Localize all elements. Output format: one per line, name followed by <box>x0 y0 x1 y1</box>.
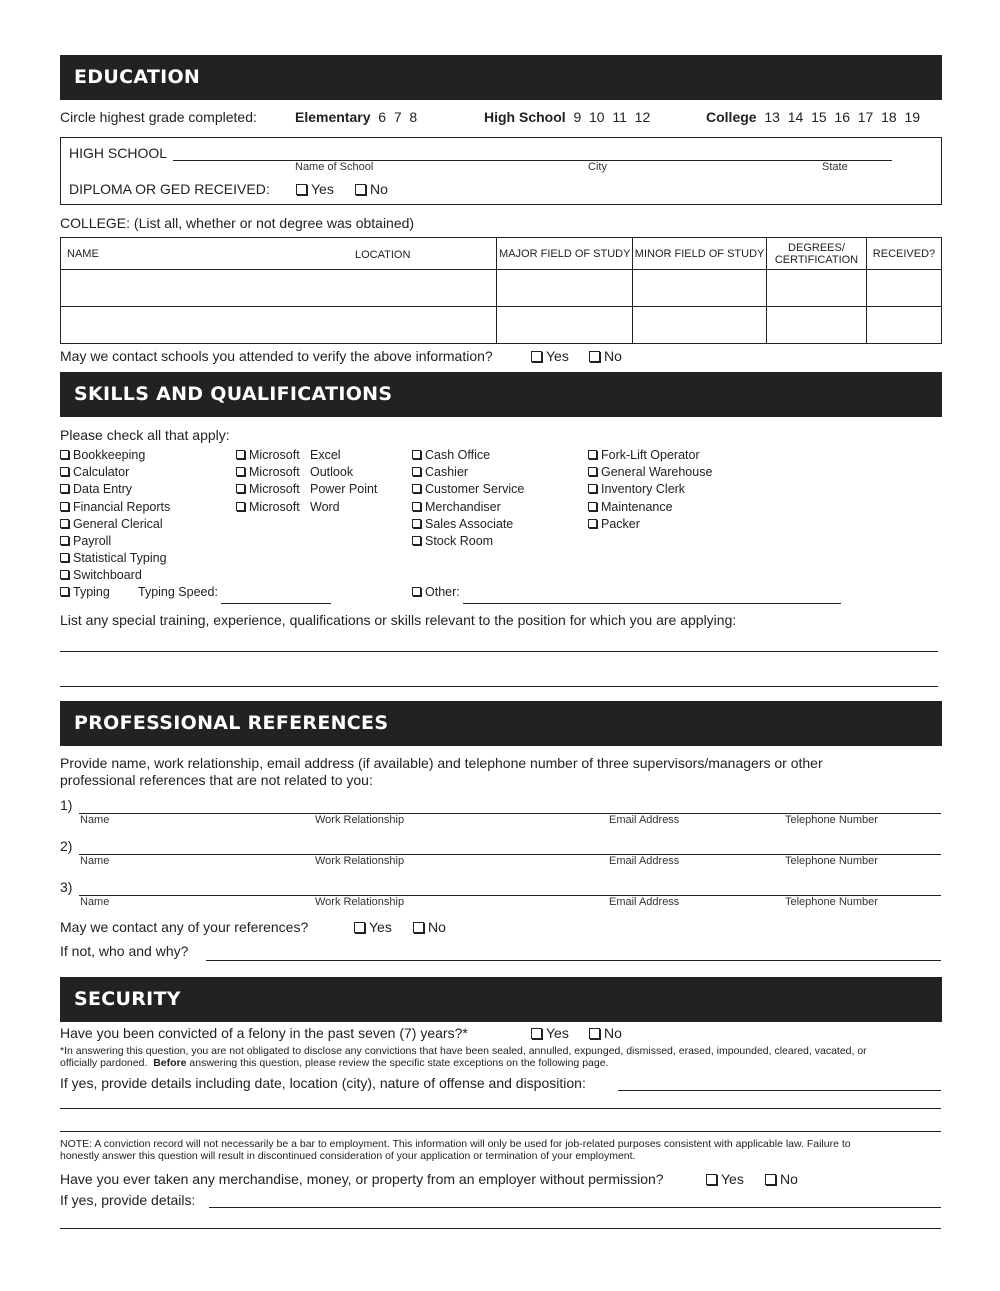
merchandise-question: Have you ever taken any merchandise, money, or property from an employer without permission? <box>60 1171 664 1187</box>
contact-schools-yes[interactable] <box>531 348 569 364</box>
checkbox-icon <box>706 1174 717 1185</box>
skill-label: Cashier <box>425 465 469 480</box>
merchandise-no[interactable] <box>765 1171 798 1187</box>
work-relationship-caption: Work Relationship <box>315 896 405 908</box>
col-major: MAJOR FIELD OF STUDY <box>497 238 633 270</box>
skill-label: Maintenance <box>601 499 673 514</box>
checkbox-icon <box>60 536 69 545</box>
contact-schools-no[interactable] <box>589 348 622 364</box>
skill-checkbox-item[interactable] <box>412 517 513 531</box>
checkbox-icon <box>588 467 597 476</box>
yes-label: Yes <box>546 348 569 364</box>
checkbox-icon <box>60 450 69 459</box>
references-intro-2: professional references that are not related to you: <box>60 772 373 788</box>
checkbox-icon <box>236 450 245 459</box>
state-caption: State <box>822 161 848 173</box>
other-input[interactable] <box>463 603 841 604</box>
table-cell[interactable] <box>866 307 941 344</box>
checkbox-icon <box>296 184 307 195</box>
checkbox-icon <box>588 484 597 493</box>
table-cell[interactable] <box>61 270 497 307</box>
checkbox-icon <box>355 184 366 195</box>
work-relationship-caption: Work Relationship <box>315 855 405 867</box>
city-caption: City <box>588 161 607 173</box>
skill-label: Statistical Typing <box>73 551 167 566</box>
email-caption: Email Address <box>609 855 680 867</box>
diploma-yes-checkbox[interactable] <box>296 181 334 197</box>
yes-label: Yes <box>546 1025 569 1041</box>
if-not-input[interactable] <box>206 960 941 961</box>
telephone-caption: Telephone Number <box>785 814 878 826</box>
skill-typing[interactable] <box>60 585 110 599</box>
checkbox-icon <box>236 467 245 476</box>
checkbox-icon <box>531 351 542 362</box>
circle-grade-label: Circle highest grade completed: <box>60 109 257 125</box>
skill-label: Sales Associate <box>425 516 514 531</box>
special-training-line-2[interactable] <box>60 686 938 687</box>
skill-label: Stock Room <box>425 534 494 548</box>
skill-label: Fork-Lift Operator <box>601 448 700 462</box>
skill-checkbox-item[interactable] <box>236 448 341 462</box>
references-header: PROFESSIONAL REFERENCES <box>60 701 942 746</box>
table-cell[interactable] <box>633 307 767 344</box>
college-table <box>60 237 942 344</box>
yes-label: Yes <box>311 181 334 197</box>
skill-label: General Clerical <box>73 516 163 531</box>
col-minor: MINOR FIELD OF STUDY <box>633 238 767 270</box>
checkbox-icon <box>60 587 69 596</box>
skill-checkbox-item[interactable] <box>236 465 353 479</box>
no-label: No <box>780 1171 798 1187</box>
telephone-caption: Telephone Number <box>785 896 878 908</box>
if-not-label: If not, who and why? <box>60 943 189 959</box>
table-cell[interactable] <box>767 307 867 344</box>
skill-label: Outlook <box>310 465 354 480</box>
felony-no[interactable] <box>589 1025 622 1041</box>
checkbox-icon <box>589 1028 600 1039</box>
checkbox-icon <box>412 484 421 493</box>
highschool-grades: 9 10 11 12 <box>573 109 651 125</box>
checkbox-icon <box>60 502 69 511</box>
skill-label: Packer <box>601 516 640 531</box>
table-row <box>61 307 942 344</box>
name-caption: Name <box>80 814 110 826</box>
skill-checkbox-item[interactable] <box>588 482 685 496</box>
reference-number: 3) <box>60 879 73 895</box>
high-school-input-line[interactable] <box>173 160 892 161</box>
footnote-before: Before <box>153 1057 187 1069</box>
skill-label: Other: <box>425 585 460 599</box>
no-label: No <box>604 348 622 364</box>
yes-label: Yes <box>721 1171 744 1187</box>
no-label: No <box>428 919 446 935</box>
telephone-caption: Telephone Number <box>785 855 878 867</box>
skill-label: Word <box>310 499 340 514</box>
skill-checkbox-item[interactable] <box>60 568 142 582</box>
special-training-label: List any special training, experience, qualifications or skills relevant to the position for which you are applying: <box>60 612 737 628</box>
note-line-1: NOTE: A conviction record will not necessarily be a bar to employment. This information will only be used for job-related purposes consistent with applicable law. Failure to <box>60 1138 851 1150</box>
skill-label: Payroll <box>73 534 112 548</box>
checkbox-icon <box>413 922 424 933</box>
grade-highschool[interactable] <box>484 109 650 125</box>
skill-label: Merchandiser <box>425 499 501 514</box>
skill-label: Typing <box>73 585 110 599</box>
skill-label: Switchboard <box>73 568 142 583</box>
checkbox-icon <box>236 502 245 511</box>
skill-checkbox-item[interactable] <box>588 448 700 462</box>
contact-schools-question: May we contact schools you attended to verify the above information? <box>60 348 493 364</box>
checkbox-icon <box>60 553 69 562</box>
elementary-grades: 6 7 8 <box>378 109 418 125</box>
checkbox-icon <box>412 587 421 596</box>
checkbox-icon <box>412 450 421 459</box>
skill-checkbox-item[interactable] <box>588 465 712 479</box>
skill-checkbox-item[interactable] <box>412 465 468 479</box>
contact-references-question: May we contact any of your references? <box>60 919 309 935</box>
skill-label: Cash Office <box>425 448 491 462</box>
contact-references-yes[interactable] <box>354 919 392 935</box>
table-cell[interactable] <box>61 307 497 344</box>
skill-other[interactable] <box>412 585 460 599</box>
email-caption: Email Address <box>609 896 680 908</box>
skill-label: General Warehouse <box>601 465 713 480</box>
felony-footnote-1: *In answering this question, you are not obligated to disclose any convictions that have been sealed, annulled, expunged, dismissed, erased, impounded, cleared, vacated, or <box>60 1045 867 1057</box>
skill-checkbox-item[interactable] <box>236 500 340 514</box>
contact-references-no[interactable] <box>413 919 446 935</box>
skill-checkbox-item[interactable] <box>588 500 673 514</box>
no-label: No <box>370 181 388 197</box>
skill-prefix: Microsoft <box>249 499 300 514</box>
checkbox-icon <box>588 519 597 528</box>
table-cell[interactable] <box>497 270 633 307</box>
highschool-label: High School <box>484 109 566 125</box>
skill-checkbox-item[interactable] <box>236 482 377 496</box>
footnote-text: officially pardoned. <box>60 1057 154 1069</box>
diploma-no-checkbox[interactable] <box>355 181 388 197</box>
skill-label: Financial Reports <box>73 499 171 514</box>
skill-prefix: Microsoft <box>249 448 300 462</box>
grade-college[interactable] <box>706 109 920 125</box>
references-intro-1: Provide name, work relationship, email address (if available) and telephone number of three supervisors/managers or other <box>60 755 823 771</box>
table-cell[interactable] <box>866 270 941 307</box>
skill-label: Power Point <box>310 482 378 497</box>
skill-label: Excel <box>310 448 341 462</box>
note-line-2: honestly answer this question will result in discontinued consideration of your application or termination of your employment. <box>60 1150 636 1162</box>
checkbox-icon <box>412 467 421 476</box>
checkbox-icon <box>412 519 421 528</box>
college-intro: COLLEGE: (List all, whether or not degree was obtained) <box>60 215 415 231</box>
col-location: LOCATION <box>355 249 411 261</box>
skill-checkbox-item[interactable] <box>60 448 145 462</box>
if-yes-provide-label: If yes, provide details: <box>60 1192 196 1208</box>
table-cell[interactable] <box>767 270 867 307</box>
checkbox-icon <box>60 570 69 579</box>
skill-checkbox-item[interactable] <box>412 500 501 514</box>
col-received: RECEIVED? <box>866 238 941 270</box>
skill-checkbox-item[interactable] <box>60 465 129 479</box>
education-header: EDUCATION <box>60 55 942 100</box>
work-relationship-caption: Work Relationship <box>315 814 405 826</box>
security-header: SECURITY <box>60 977 942 1022</box>
special-training-line-1[interactable] <box>60 651 938 652</box>
col-name: NAME <box>67 247 99 260</box>
checkbox-icon <box>588 502 597 511</box>
college-table-header-name-location <box>61 238 497 270</box>
checkbox-icon <box>412 536 421 545</box>
skill-checkbox-item[interactable] <box>60 517 163 531</box>
skill-checkbox-item[interactable] <box>412 482 524 496</box>
skill-label: Data Entry <box>73 482 133 497</box>
reference-number: 2) <box>60 838 73 854</box>
if-yes-provide-input[interactable] <box>209 1207 941 1208</box>
felony-question: Have you been convicted of a felony in the past seven (7) years?* <box>60 1025 468 1041</box>
name-of-school-caption: Name of School <box>295 161 374 173</box>
grade-elementary[interactable] <box>295 109 417 125</box>
provide-details-line-2[interactable] <box>60 1228 941 1229</box>
name-caption: Name <box>80 896 110 908</box>
checkbox-icon <box>588 450 597 459</box>
skill-checkbox-item[interactable] <box>588 517 640 531</box>
table-cell[interactable] <box>633 270 767 307</box>
checkbox-icon <box>412 502 421 511</box>
diploma-label: DIPLOMA OR GED RECEIVED: <box>69 181 270 197</box>
no-label: No <box>604 1025 622 1041</box>
email-caption: Email Address <box>609 814 680 826</box>
skill-checkbox-item[interactable] <box>412 448 490 462</box>
table-cell[interactable] <box>497 307 633 344</box>
checkbox-icon <box>531 1028 542 1039</box>
elementary-label: Elementary <box>295 109 371 125</box>
skill-checkbox-item[interactable] <box>60 482 132 496</box>
felony-yes[interactable] <box>531 1025 569 1041</box>
skills-intro: Please check all that apply: <box>60 427 230 443</box>
skill-label: Calculator <box>73 465 130 480</box>
college-grades: 13 14 15 16 17 18 19 <box>764 109 921 125</box>
checkbox-icon <box>765 1174 776 1185</box>
checkbox-icon <box>60 467 69 476</box>
checkbox-icon <box>589 351 600 362</box>
skill-label: Inventory Clerk <box>601 482 686 497</box>
skill-checkbox-item[interactable] <box>60 551 167 565</box>
name-caption: Name <box>80 855 110 867</box>
typing-speed-label: Typing Speed: <box>138 585 218 599</box>
footnote-text: answering this question, please review the specific state exceptions on the following page. <box>186 1057 609 1069</box>
skill-label: Bookkeeping <box>73 448 146 462</box>
merchandise-yes[interactable] <box>706 1171 744 1187</box>
skill-checkbox-item[interactable] <box>412 534 493 548</box>
col-degrees: DEGREES/ CERTIFICATION <box>767 238 867 270</box>
checkbox-icon <box>60 519 69 528</box>
skill-checkbox-item[interactable] <box>60 534 111 548</box>
skills-header: SKILLS AND QUALIFICATIONS <box>60 372 942 417</box>
skill-label: Customer Service <box>425 482 525 497</box>
checkbox-icon <box>60 484 69 493</box>
skill-checkbox-item[interactable] <box>60 500 170 514</box>
college-label: College <box>706 109 757 125</box>
checkbox-icon <box>236 484 245 493</box>
if-yes-details-input[interactable] <box>618 1090 941 1091</box>
checkbox-icon <box>354 922 365 933</box>
high-school-label: HIGH SCHOOL <box>69 145 168 161</box>
table-row <box>61 270 942 307</box>
felony-footnote-2 <box>60 1057 608 1069</box>
skill-prefix: Microsoft <box>249 482 300 497</box>
reference-number: 1) <box>60 797 73 813</box>
note-divider <box>60 1131 941 1132</box>
skill-prefix: Microsoft <box>249 465 300 480</box>
typing-speed-input[interactable] <box>221 603 331 604</box>
details-line-2[interactable] <box>60 1108 941 1109</box>
yes-label: Yes <box>369 919 392 935</box>
if-yes-details-label: If yes, provide details including date, location (city), nature of offense and disposition: <box>60 1075 586 1091</box>
